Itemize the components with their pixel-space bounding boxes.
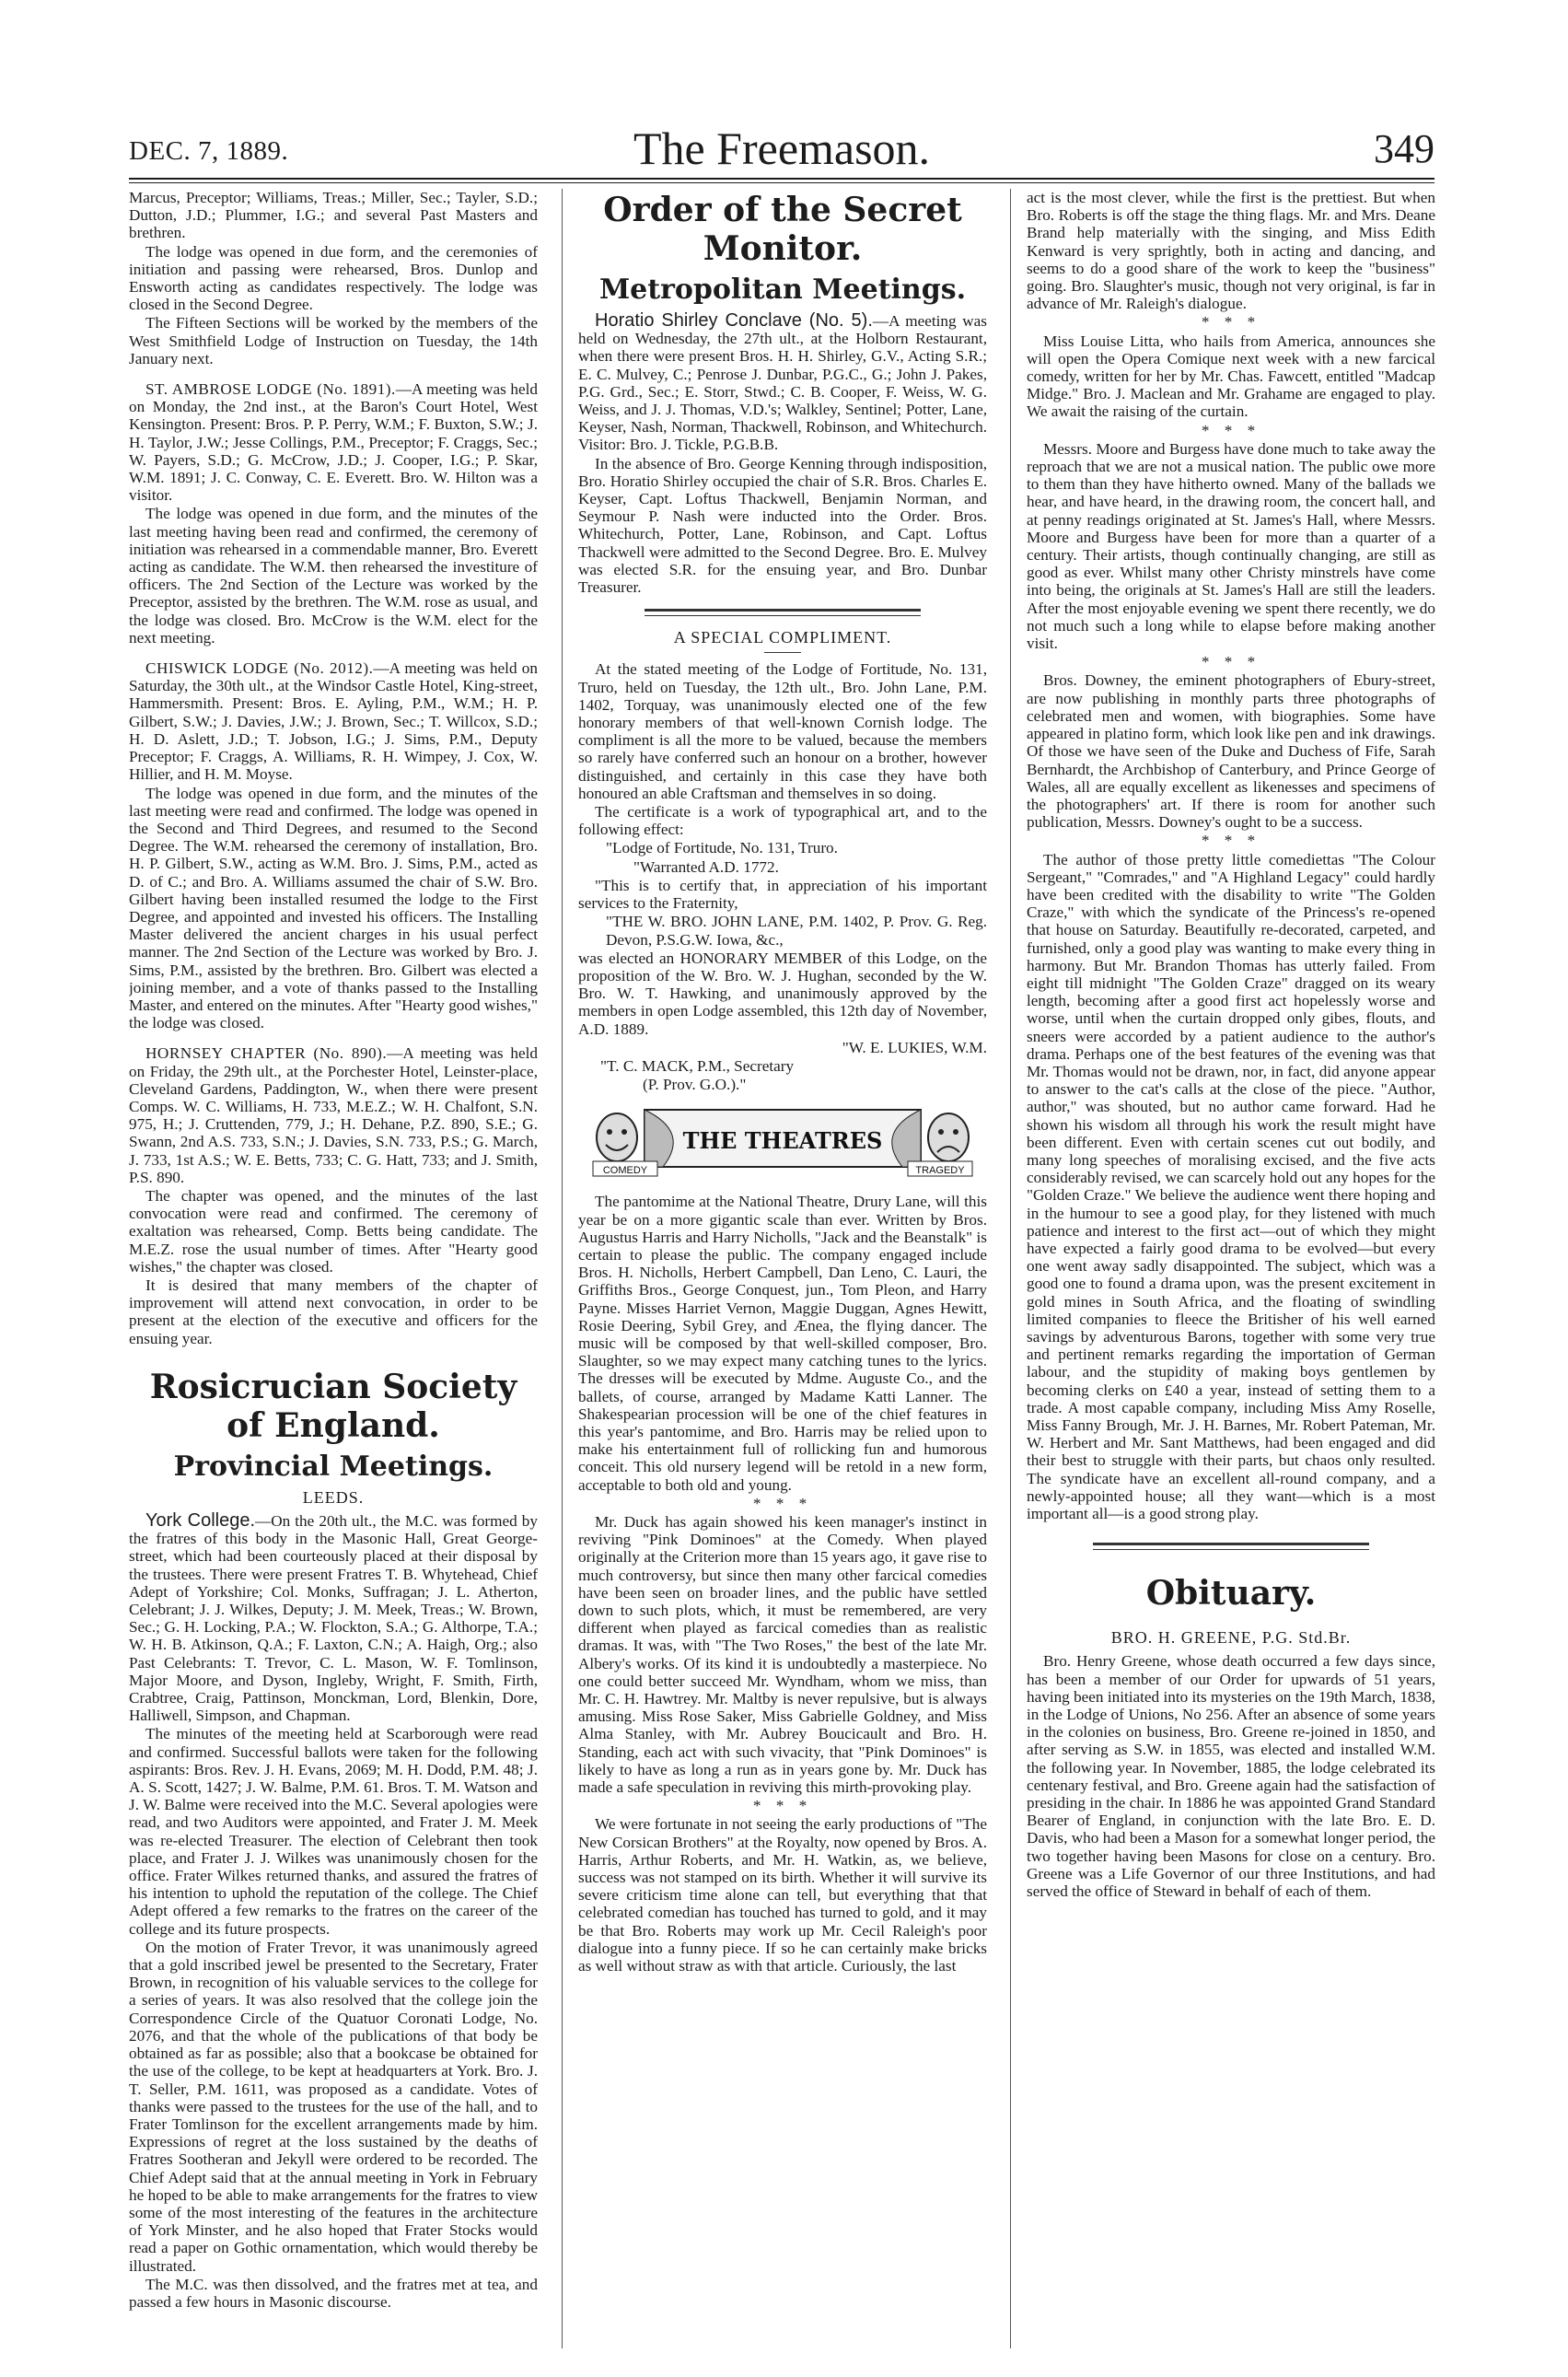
paragraph: The lodge was opened in due form, and the minutes of the last meeting were read and confirmed. The lodge was opened in the Second and Third Degrees, and resumed to the Second Degree. The W.M. rehearsed the ceremony of installation, Bro. H. P. Gilbert, S.W., acting as W.M. Bro. J. Sims, P.M., acted as D. of C.; and Bro. A. Williams assumed the chair of S.W. Bro. Gilbert having been installed resumed the lodge to the First Degree, and appointed and invested his officers. The Installing Master delivered the ancient charges in his usual perfect manner. The 2nd Section of the Lecture was worked by Bro. J. Sims, P.M., assisted by the brethren. Bro. Gilbert was elected a joining member, and a vote of thanks passed to the Installing Master, and entered on the minutes. After "Hearty good wishes," the lodge was closed.	[129, 784, 538, 1032]
column-rule	[562, 189, 563, 2348]
newspaper-title: The Freemason.	[633, 122, 931, 174]
paragraph: The chapter was opened, and the minutes of the last convocation were read and confirmed. The ceremony of exaltation was rehearsed, Comp. Betts being candidate. The M.E.Z. rose the usual number of times. After "Hearty good wishes," the chapter was closed.	[129, 1186, 538, 1276]
signature-line: "W. E. LUKIES, W.M.	[842, 1038, 987, 1056]
certificate-line: "Warranted A.D. 1772.	[633, 857, 779, 876]
section-heading-rosicrucian: Rosicrucian Society of England.	[149, 1367, 517, 1445]
paragraph: In the absence of Bro. George Kenning through indisposition, Bro. Horatio Shirley occupied the chair of S.R. Bros. Charles E. Keyser, Capt. Loftus Thackwell, Benjamin Norman, and Seymour P. Nash were inducted into the Order. Bros. Whitechurch, Potter, Lane, Robinson, and Capt. Loftus Thackwell were admitted to the Second Degree. Bro. E. Mulvey was elected S.R. for the ensuing year, and Bro. Dunbar Treasurer.	[578, 454, 987, 597]
short-rule	[764, 652, 801, 653]
report-hornsey	[129, 1044, 538, 1186]
section-subheading-provincial: Provincial Meetings.	[173, 1450, 494, 1483]
paragraph: The pantomime at the National Theatre, Drury Lane, will this year be on a more gigantic scale than ever. Written by Bros. Augustus Harris and Harry Nicholls, "Jack and the Beanstalk" is certain to please the public. The company engaged include Bros. H. Nicholls, Herbert Campbell, Dan Leno, C. Lauri, the Griffiths Bros., George Conquest, jun., Tom Pleon, and Harry Payne. Misses Harriet Vernon, Maggie Duggan, Agnes Hewitt, Rosie Deering, Sybil Grey, and Ænea, the flying dancer. The music will be composed by that well-skilled composer, Bro. Slaughter, so we may expect many catching tunes to the lyrics. The dresses will be executed by Mdme. Auguste Co., and the ballets, of course, arranged by Madame Katti Lanner. The Shakespearian procession will be one of the chief features in this year's pantomime, and Bro. Harris may be relied upon to make his entertainment full of rollicking fun and humorous conceit. This old nursery legend will be retold in a new form, acceptable to both old and young.	[578, 1193, 987, 1494]
section-heading-secret-monitor: Order of the Secret Monitor.	[603, 191, 962, 268]
paragraph: The Fifteen Sections will be worked by the members of the West Smithfield Lodge of Instruction on Tuesday, the 14th January next.	[129, 314, 538, 367]
section-stars: * * *	[752, 1797, 813, 1815]
section-stars: * * *	[1201, 653, 1261, 671]
paragraph: It is desired that many members of the chapter of improvement will attend next convocation, in order to be present at the election of the executive and officers for the ensuing year.	[129, 1276, 538, 1347]
report-text: —A meeting was held on Saturday, the 30th ult., at the Windsor Castle Hotel, King-street, Hammersmith. Present: Bros. E. Ayling, P.M., W.M.; H. P. Gilbert, S.W.; J. Davies, J.W.; J. Brown, Sec.; T. Willcox, S.D.; H. D. Aslett, J.D.; T. Jobson, I.G.; J. Sims, P.M., Deputy Preceptor; F. Craggs, A. Williams, R. H. Wimpey, J. Cox, W. Hillier, and H. M. Moyse.	[129, 659, 538, 784]
paragraph: Marcus, Preceptor; Williams, Treas.; Miller, Sec.; Tayler, S.D.; Dutton, J.D.; Plummer, I.G.; and several Past Masters and brethren.	[129, 189, 538, 242]
certificate-line: "Lodge of Fortitude, No. 131, Truro.	[606, 839, 838, 857]
issue-date: DEC. 7, 1889.	[129, 136, 289, 166]
certificate-line: "THE W. BRO. JOHN LANE, P.M. 1402, P. Prov. G. Reg. Devon, P.S.G.W. Iowa, &c.,	[606, 913, 987, 949]
chapter-name: HORNSEY CHAPTER (No. 890).	[145, 1044, 388, 1063]
column-2	[578, 189, 987, 2348]
paragraph: Miss Louise Litta, who hails from America, announces she will open the Opera Comique next week with a new farcical comedy, written for her by Mr. Chas. Fawcett, entitled "Madcap Midge." Bro. J. Maclean and Mr. Grahame are engaged to play. We await the raising of the curtain.	[1027, 332, 1435, 421]
column-1	[129, 189, 538, 2348]
report-horatio	[578, 312, 987, 454]
paragraph: Bros. Downey, the eminent photographers of Ebury-street, are now publishing in monthly parts three photographs of celebrated men and women, with biographies. Some have appeared in platino form, which look like pen and ink drawings. Of those we have seen of the Duke and Duchess of Fife, Sarah Bernhardt, the Archbishop of Canterbury, and Prince George of Wales, all are equally excellent as likenesses and specimens of the photographers' art. If there is room for another such publication, Messrs. Downey's ought to be a success.	[1027, 671, 1435, 832]
paragraph: The M.C. was then dissolved, and the fratres met at tea, and passed a few hours in Masonic discourse.	[129, 2275, 538, 2311]
paragraph: Messrs. Moore and Burgess have done much to take away the reproach that we are not a musical nation. The public owe more to them than they have hitherto owned. Many of the ballads we hear, and have heard, in the drawing room, the concert hall, and at penny readings originated at St. James's Hall, where Messrs. Moore and Burgess have been for more than a quarter of a century. Their artists, though continually changing, are still as good as ever. Whilst many other Christy minstrels have come into being, the originals at St. James's Hall are still the leaders. After the most enjoyable evening we spent there recently, we do not much such a long while to elapse before making another visit.	[1027, 439, 1435, 653]
section-stars: * * *	[1201, 421, 1261, 439]
report-text: —On the 20th ult., the M.C. was formed by the fratres of this body in the Masonic Hall, Great George-street, which had been courteously placed at their disposal by the trustees. There were present Fratres T. B. Whytehead, Chief Adept of Yorkshire; Col. Monks, Suffragan; J. L. Atherton, Celebrant; J. J. Wilkes, Deputy; J. M. Meek, Treas.; W. Brown, Sec.; G. H. Locking, P.A.; W. Flockton, S.A.; G. Althorpe, T.A.; W. H. B. Atkinson, Q.A.; F. Laxton, C.N.; A. Haigh, Org.; also Past Celebrants: T. Trevor, C. L. Mason, W. F. Tomlinson, Major Moore, and Dyson, Ingleby, Wright, F. Smith, Firth, Crabtree, Craig, Pattinson, Monckman, Lord, Blenkin, Dore, Halliwell, Simpson, and Chapman.	[129, 1512, 538, 1725]
paragraph: act is the most clever, while the first is the prettiest. But when Bro. Roberts is off the stage the thing flags. Mr. and Mrs. Deane Brand help materially with the singing, and Miss Edith Kenward is very sprightly, both in acting and dancing, and seems to do a good share of the work to keep the "business" going. Bro. Slaughter's music, though not very original, is far in advance of Mr. Raleigh's dialogue.	[1027, 189, 1435, 313]
masthead	[129, 122, 1434, 175]
paragraph: The author of those pretty little comediettas "The Colour Sergeant," "Comrades," and "A Highland Legacy" could hardly have been credited with the disability to write "The Golden Craze," with which the syndicate of the Princess's re-opened that house on Saturday. Beautifully re-decorated, carpeted, and furnished, only a good play was wanting to make every thing in harmony. But Mr. Brandon Thomas has utterly failed. From eight till midnight "The Golden Craze" dragged on its weary length, becoming after a good first act hopelessly worse and worse, until when the curtain dropped only gibes, flouts, and sneers were accorded by a patient audience to the author's drama. Perhaps one of the best features of the evening was that Mr. Thomas would not be drawn, nor, in fact, did anyone appear to answer to the cat's calls at the close of the piece. "Author, author," was shouted, but no author came forward. Had he shown his wisdom all through his work the result might have been different. Even with certain scenes cut out bodily, and many long speeches of moralising excised, and the five acts considerably revised, we can scarcely hold out any hopes for the "Golden Craze." We believe the audience went there hoping and in the humour to see a good play, for they listened with much patience and interest to the first act—out of which they might have expected a fairly good drama to be evolved—but every one went away sadly disappointed. The subject, which was a good one to found a drama upon, was the present excitement in gold mines in South Africa, and the floating of swindling limited companies to fleece the Britisher of his well earned savings by adventurous Barons, together with some very true and pertinent remarks regarding the importation of German labour, and the stupidity of making boys gentlemen by becoming clerks on £40 a year, instead of setting them to a trade. A most capable company, including Miss Amy Roselle, Miss Fanny Brough, Mr. J. H. Barnes, Mr. Robert Pateman, Mr. W. Herbert and Mr. Sant Matthews, had been engaged and did their best to struggle with their parts, but chaos only resulted. The syndicate have an excellent all-round company, and a newly-appointed house; all they want—which is a most important all—is a good strong play.	[1027, 850, 1435, 1523]
report-ambrose	[129, 380, 538, 504]
section-subheading-metropolitan: Metropolitan Meetings.	[598, 274, 967, 306]
paragraph: Mr. Duck has again showed his keen manager's instinct in reviving "Pink Dominoes" at the Comedy. When played originally at the Criterion more than 15 years ago, it gave rise to much controversy, but since then many other farcical comedies have been seen on broader lines, and the public have settled down to such plots, which, it must be remembered, are very different when played as farcical comedies than as realistic dramas. It was, with "The Two Roses," the best of the late Mr. Albery's works. Of its kind it is undoubtedly a masterpiece. No one could better succeed Mr. Wyndham, whom we miss, than Mr. C. H. Hawtrey. Mr. Maltby is never repulsive, but is always amusing. Miss Rose Saker, Miss Gabrielle Goldney, and Miss Alma Stanley, with Mr. Aubrey Boucicault and Bro. H. Standing, each act with such vivacity, that "Pink Dominoes" is likely to have as long a run as in years gone by. Mr. Duck has made a safe speculation in reviving this mirth-provoking play.	[578, 1512, 987, 1797]
signature-line: "T. C. MACK, P.M., Secretary	[600, 1056, 795, 1075]
section-heading-obituary: Obituary.	[1145, 1574, 1317, 1614]
banner-right-label: TRAGEDY	[915, 1165, 965, 1177]
report-text: —A meeting was held on Wednesday, the 27th ult., at the Holborn Restaurant, when there were present Bros. H. H. Shirley, G.V., Acting S.R.; E. C. Mulvey, C.; Penrose J. Dunbar, P.G.C., G.; John J. Pakes, P.G. Grd., Sec.; E. Storr, Stwd.; C. B. Cooper, F. Weiss, W. G. Weiss, and J. J. Thomas, V.D.'s; Walkley, Sentinel; Potter, Lane, Keyser, Nash, Norman, Thackwell, Robinson, and Whitechurch. Visitor: Bro. J. Tickle, P.G.B.B.	[578, 312, 987, 454]
section-stars: * * *	[1201, 313, 1261, 332]
header-rule-thin	[129, 182, 1434, 183]
paragraph: The minutes of the meeting held at Scarborough were read and confirmed. Successful ballots were taken for the following aspirants: Bros. Rev. J. H. Evans, 2069; M. H. Dodd, P.M. 48; J. A. S. Scott, 1427; J. W. Balme, P.M. 61. Bros. T. M. Watson and J. W. Balme were received into the M.C. Several apologies were read, and two Auditors were appointed, and Frater J. M. Meek was re-elected Treasurer. The election of Celebrant then took place, and Frater J. J. Wilkes was unanimously chosen for the office. Frater Wilkes returned thanks, and assured the fratres of his intention to uphold the reputation of the college. The Chief Adept offered a few remarks to the fratres on the career of the college and its future prospects.	[129, 1725, 538, 1938]
paragraph: Bro. Henry Greene, whose death occurred a few days since, has been a member of our Order for upwards of 51 years, having been initiated into its mysteries on the 19th March, 1838, in the Lodge of Unions, No 256. After an absence of some years in the colonies on business, Bro. Greene re-joined in 1850, and after serving as S.W. in 1855, was elected and installed W.M. the following year. In November, 1885, the lodge celebrated its centenary festival, and Bro. Greene again had the satisfaction of presiding in the chair. In 1886 he was appointed Grand Standard Bearer of England, in conjunction with the late Bro. E. D. Davis, who had been a Mason for a somewhat longer period, the two together having been Masons for close on a century. Bro. Greene was a Life Governor of our three Institutions, and had served the office of Steward in behalf of each of them.	[1027, 1652, 1435, 1901]
banner-left-label: COMEDY	[602, 1165, 648, 1177]
signature-line: (P. Prov. G.O.)."	[643, 1076, 747, 1094]
report-york	[129, 1512, 538, 1724]
paragraph: The certificate is a work of typographical art, and to the following effect:	[578, 803, 987, 839]
paragraph: On the motion of Frater Trevor, it was unanimously agreed that a gold inscribed jewel be presented to the Secretary, Frater Brown, in recognition of his valuable services to the college for a series of years. It was also resolved that the college join the Correspondence Circle of the Quatuor Coronati Lodge, No. 2076, and that the whole of the publications of that body be obtained as far as possible; also that a bookcase be obtained for the use of the college, to be kept at headquarters at York. Bro. J. T. Seller, P.M. 1611, was proposed as a candidate. Votes of thanks were passed to the trustees for the use of the hall, and to Frater Tomlinson for the excellent arrangements made by him. Expressions of regret at the loss sustained by the deaths of Fratres Sootheran and Jekyll were ordered to be recorded. The Chief Adept said that at the annual meeting in York in February he hoped to be able to make arrangements for the fratres to view some of the most interesting of the features in the architecture of York Minster, and he also hoped that Frater Stocks would read a paper on Gothic ornamentation, which would thereby be illustrated.	[129, 1938, 538, 2275]
theatres-banner-icon	[589, 1104, 976, 1178]
banner-title: THE THEATRES	[682, 1127, 883, 1155]
section-heading-compliment: A SPECIAL COMPLIMENT.	[673, 628, 892, 647]
page-number: 349	[1374, 126, 1434, 171]
paragraph: The lodge was opened in due form, and the minutes of the last meeting having been read and confirmed, the ceremony of initiation was rehearsed in a commendable manner, Bro. Everett acting as candidate. The W.M. then rehearsed the investiture of officers. The 2nd Section of the Lecture was worked by the Preceptor, assisted by the brethren. The W.M. rose as usual, and the lodge was closed. Bro. McCrow is the W.M. elect for the next meeting.	[129, 505, 538, 647]
report-text: —A meeting was held on Friday, the 29th ult., at the Porchester Hotel, Leinster-place, Cleveland Gardens, Paddington, W., when there were present Comps. W. C. Williams, H. 733, M.E.Z.; W. H. Chalfont, S.N. 975, H.; J. Cruttenden, 779, J.; H. Dehane, P.Z. 890, S.E.; G. Swann, 2nd A.S. 733, S.N.; J. Davies, S.N. 733, P.S.; G. March, J. 733, 1st A.S.; W. E. Betts, 733; C. G. Hatt, 733; and J. Smith, P.S. 890.	[129, 1044, 538, 1186]
paragraph: We were fortunate in not seeing the early productions of "The New Corsican Brothers" at the Royalty, now opened by Bros. A. Harris, Arthur Roberts, and Mr. H. Watkin, as, we believe, success was not stamped on its birth. Whether it will survive its severe criticism time alone can tell, but everything that that celebrated comedian has touched has turned to gold, and it may be that Bro. Roberts may work up Mr. Cecil Raleigh's poor dialogue into a funny piece. If so he can certainly make bricks as well without straw as with that article. Curiously, the last	[578, 1815, 987, 1975]
paragraph: "This is to certify that, in appreciation of his important services to the Fraternity,	[578, 876, 987, 913]
paragraph: was elected an HONORARY MEMBER of this Lodge, on the proposition of the W. Bro. W. J. Hughan, seconded by the W. Bro. W. T. Hawking, and unanimously approved by the members in open Lodge assembled, this 12th day of November, A.D. 1889.	[578, 949, 987, 1038]
report-text: —A meeting was held on Monday, the 2nd inst., at the Baron's Court Hotel, West Kensington. Present: Bros. P. P. Perry, W.M.; F. Buxton, S.W.; J. H. Taylor, J.W.; Jesse Collings, P.M., Preceptor; F. Craggs, Sec.; W. Payers, S.D.; G. McCrow, J.D.; J. Cooper, I.G.; P. Skar, W.M. 1891; J. C. Conway, C. E. Everett. Bro. W. Hilton was a visitor.	[129, 380, 538, 505]
paragraph: The lodge was opened in due form, and the ceremonies of initiation and passing were rehearsed, Bros. Dunlop and Ensworth acting as candidates respectively. The lodge was closed in the Second Degree.	[129, 242, 538, 314]
lodge-name: CHISWICK LODGE (No. 2012).	[145, 659, 374, 678]
place-heading: LEEDS.	[302, 1487, 365, 1507]
report-chiswick	[129, 659, 538, 783]
conclave-name: Horatio Shirley Conclave (No. 5).	[595, 310, 873, 331]
section-stars: * * *	[752, 1494, 813, 1512]
section-divider	[645, 609, 921, 616]
section-stars: * * *	[1201, 832, 1261, 850]
section-divider	[1093, 1543, 1369, 1550]
column-3	[1027, 189, 1435, 2348]
obituary-subject: BRO. H. GREENE, P.G. Std.Br.	[1110, 1628, 1352, 1648]
column-rule	[1010, 189, 1011, 2348]
college-name: York College.	[145, 1510, 256, 1531]
lodge-name: ST. AMBROSE LODGE (No. 1891).	[145, 380, 396, 399]
header-rule	[129, 178, 1434, 180]
paragraph: At the stated meeting of the Lodge of Fortitude, No. 131, Truro, held on Tuesday, the 12th ult., Bro. John Lane, P.M. 1402, Torquay, was unanimously elected one of the few honorary members of that well-known Cornish lodge. The compliment is all the more to be valued, because the members so rarely have conferred such an honour on a brother, however distinguished, and certainly in this case they have both honoured an able Craftsman and themselves in so doing.	[578, 660, 987, 802]
theatres-banner-illustration	[589, 1104, 976, 1178]
